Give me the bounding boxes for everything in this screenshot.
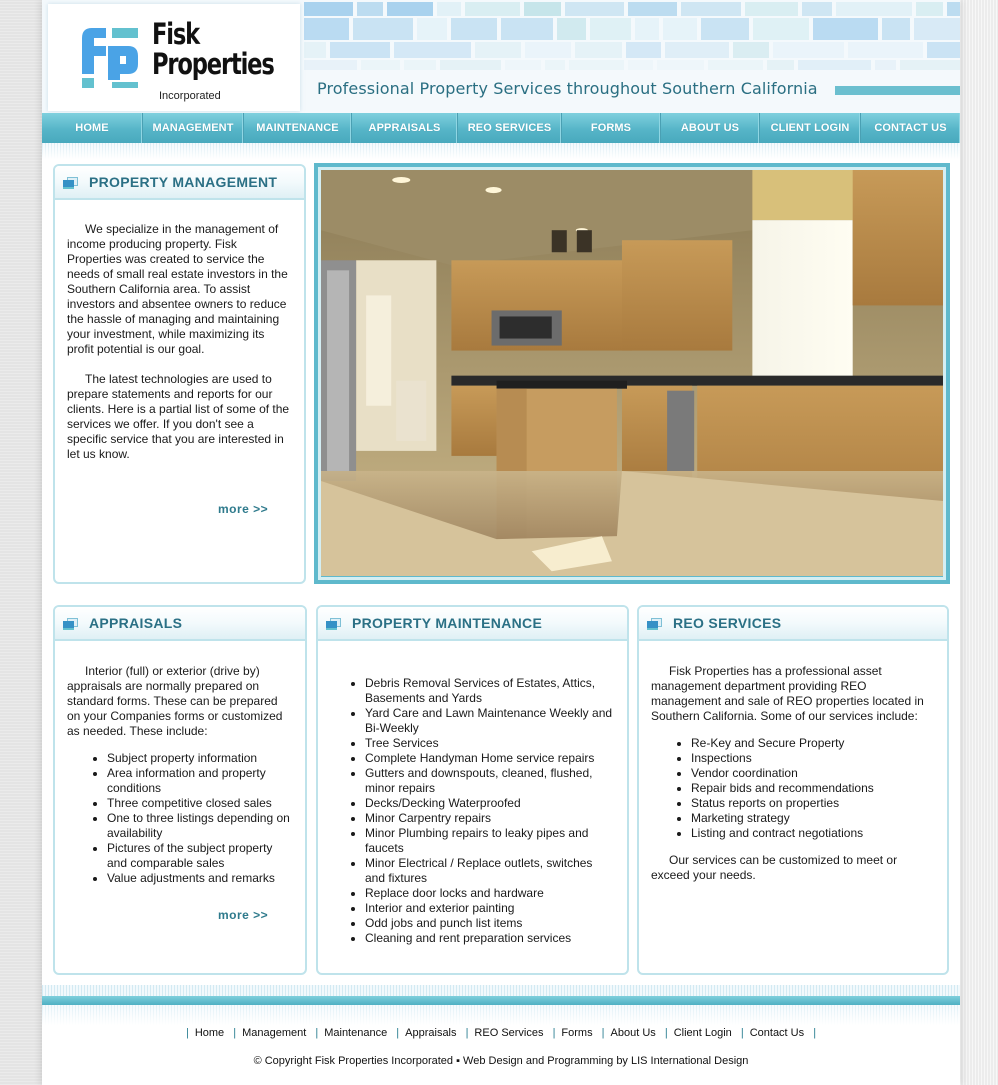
- footer-shadow: [42, 985, 960, 1025]
- list-item: • Yard Care and Lawn Maintenance Weekly and Bi-Weekly: [365, 706, 615, 736]
- separator: |: [465, 1027, 469, 1039]
- nav-reo-services[interactable]: REO SERVICES: [458, 113, 562, 143]
- logo-name-incorporated: Incorporated: [159, 90, 221, 102]
- nav-about-us[interactable]: ABOUT US: [661, 113, 760, 143]
- footer-link-about-us[interactable]: About Us: [610, 1027, 656, 1039]
- more-link-appraisals[interactable]: more >>: [218, 908, 269, 922]
- list-item: • Complete Handyman Home service repairs: [365, 751, 615, 766]
- fp-logo-icon: [76, 24, 144, 92]
- footer-link-forms[interactable]: Forms: [561, 1027, 593, 1039]
- list-item: • Inspections: [691, 751, 935, 766]
- logo-name-properties: Properties: [152, 47, 274, 81]
- nav-home[interactable]: HOME: [42, 113, 143, 143]
- list-item: • Decks/Decking Waterproofed: [365, 796, 615, 811]
- panel-reo-services: [637, 605, 949, 975]
- panel-property-management: [53, 164, 306, 584]
- panel-header: [318, 607, 627, 641]
- separator: |: [185, 1027, 189, 1039]
- panel-header: [55, 166, 304, 200]
- reo-list: [651, 736, 935, 841]
- separator: |: [396, 1027, 400, 1039]
- tagline-accent-bar: [835, 86, 960, 95]
- panel-title: APPRAISALS: [89, 615, 183, 631]
- list-item: • Minor Electrical / Replace outlets, switches and fixtures: [365, 856, 615, 886]
- footer-links: [42, 1027, 960, 1039]
- footer-link-contact-us[interactable]: Contact Us: [749, 1027, 805, 1039]
- footer-link-maintenance[interactable]: Maintenance: [324, 1027, 388, 1039]
- panel-body: [55, 200, 304, 517]
- list-item: • Replace door locks and hardware: [365, 886, 615, 901]
- panel-title: REO SERVICES: [673, 615, 782, 631]
- section-window-icon: [63, 177, 79, 189]
- main-nav: [42, 113, 960, 143]
- panel-body: [318, 641, 627, 946]
- list-item: • Gutters and downspouts, cleaned, flushed, minor repairs: [365, 766, 615, 796]
- nav-shadow: [42, 143, 960, 159]
- maintenance-list: [330, 676, 615, 946]
- panel-title: PROPERTY MAINTENANCE: [352, 615, 543, 631]
- list-item: • Vendor coordination: [691, 766, 935, 781]
- footer-link-home[interactable]: Home: [194, 1027, 225, 1039]
- nav-maintenance[interactable]: MAINTENANCE: [244, 113, 352, 143]
- footer-link-client-login[interactable]: Client Login: [673, 1027, 732, 1039]
- hero-photo: [318, 167, 946, 580]
- separator: |: [552, 1027, 556, 1039]
- list-item: • Minor Carpentry repairs: [365, 811, 615, 826]
- kitchen-photo-image: [321, 170, 943, 576]
- tagline: Professional Property Services throughout Southern California: [317, 79, 818, 98]
- panel-title: PROPERTY MANAGEMENT: [89, 174, 278, 190]
- more-link-management[interactable]: more >>: [218, 502, 269, 516]
- panel-header: [639, 607, 947, 641]
- separator: |: [664, 1027, 668, 1039]
- list-item: • Listing and contract negotiations: [691, 826, 935, 841]
- section-window-icon: [326, 618, 342, 630]
- logo-name-fisk: Fisk: [152, 17, 200, 51]
- list-item: • Interior and exterior painting: [365, 901, 615, 916]
- list-item: • Value adjustments and remarks: [107, 871, 293, 886]
- list-item: • Three competitive closed sales: [107, 796, 293, 811]
- management-paragraph-2: The latest technologies are used to prepare statements and reports for our clients. Here is a partial list of some of the services we offer. If you don't see a specific service that you are interested in let us know.: [67, 372, 290, 461]
- footer-link-management[interactable]: Management: [242, 1027, 307, 1039]
- page-container: [42, 0, 960, 1085]
- footer-link-reo-services[interactable]: REO Services: [474, 1027, 544, 1039]
- nav-appraisals[interactable]: APPRAISALS: [352, 113, 458, 143]
- header-tile-pattern: [304, 2, 960, 72]
- appraisals-list: [67, 751, 293, 886]
- list-item: • Tree Services: [365, 736, 615, 751]
- hero-photo-frame: [314, 163, 950, 584]
- reo-intro: Fisk Properties has a professional asset management department providing REO management and sale of REO properties located in Southern California. Some of our services include:: [651, 664, 924, 723]
- section-window-icon: [647, 618, 663, 630]
- nav-contact-us[interactable]: CONTACT US: [861, 113, 960, 143]
- list-item: • One to three listings depending on availability: [107, 811, 293, 841]
- panel-body: [55, 641, 305, 923]
- panel-header: [55, 607, 305, 641]
- nav-management[interactable]: MANAGEMENT: [143, 113, 244, 143]
- reo-outro: Our services can be customized to meet or exceed your needs.: [651, 853, 898, 882]
- copyright: © Copyright Fisk Properties Incorporated ▪ Web Design and Programming by LIS International Design: [253, 1055, 749, 1067]
- list-item: • Repair bids and recommendations: [691, 781, 935, 796]
- nav-forms[interactable]: FORMS: [562, 113, 661, 143]
- panel-appraisals: [53, 605, 307, 975]
- separator: |: [740, 1027, 744, 1039]
- logo[interactable]: [48, 4, 300, 111]
- separator: |: [233, 1027, 237, 1039]
- list-item: • Re-Key and Secure Property: [691, 736, 935, 751]
- list-item: • Debris Removal Services of Estates, Attics, Basements and Yards: [365, 676, 615, 706]
- panel-body: [639, 641, 947, 883]
- separator: |: [813, 1027, 817, 1039]
- list-item: • Cleaning and rent preparation services: [365, 931, 615, 946]
- list-item: • Odd jobs and punch list items: [365, 916, 615, 931]
- list-item: • Pictures of the subject property and comparable sales: [107, 841, 293, 871]
- list-item: • Status reports on properties: [691, 796, 935, 811]
- section-window-icon: [63, 618, 79, 630]
- footer-link-appraisals[interactable]: Appraisals: [405, 1027, 457, 1039]
- separator: |: [601, 1027, 605, 1039]
- list-item: • Area information and property conditions: [107, 766, 293, 796]
- list-item: • Minor Plumbing repairs to leaky pipes and faucets: [365, 826, 615, 856]
- page-background-right: [960, 0, 998, 1085]
- nav-client-login[interactable]: CLIENT LOGIN: [760, 113, 861, 143]
- footer-bar: [42, 996, 960, 1005]
- management-paragraph-1: We specialize in the management of income producing property. Fisk Properties was created to service the needs of small real estate investors in the Southern California area. To assist investors and absentee owners to reduce the hassle of managing and maintaining your investment, while maximizing its profit potential is our goal.: [67, 222, 288, 356]
- list-item: • Subject property information: [107, 751, 293, 766]
- header: [42, 0, 960, 113]
- list-item: • Marketing strategy: [691, 811, 935, 826]
- separator: |: [315, 1027, 319, 1039]
- panel-property-maintenance: [316, 605, 629, 975]
- appraisals-intro: Interior (full) or exterior (drive by) appraisals are normally prepared on standard forms. These can be prepared on your Companies forms or customized as needed. These include:: [67, 664, 283, 738]
